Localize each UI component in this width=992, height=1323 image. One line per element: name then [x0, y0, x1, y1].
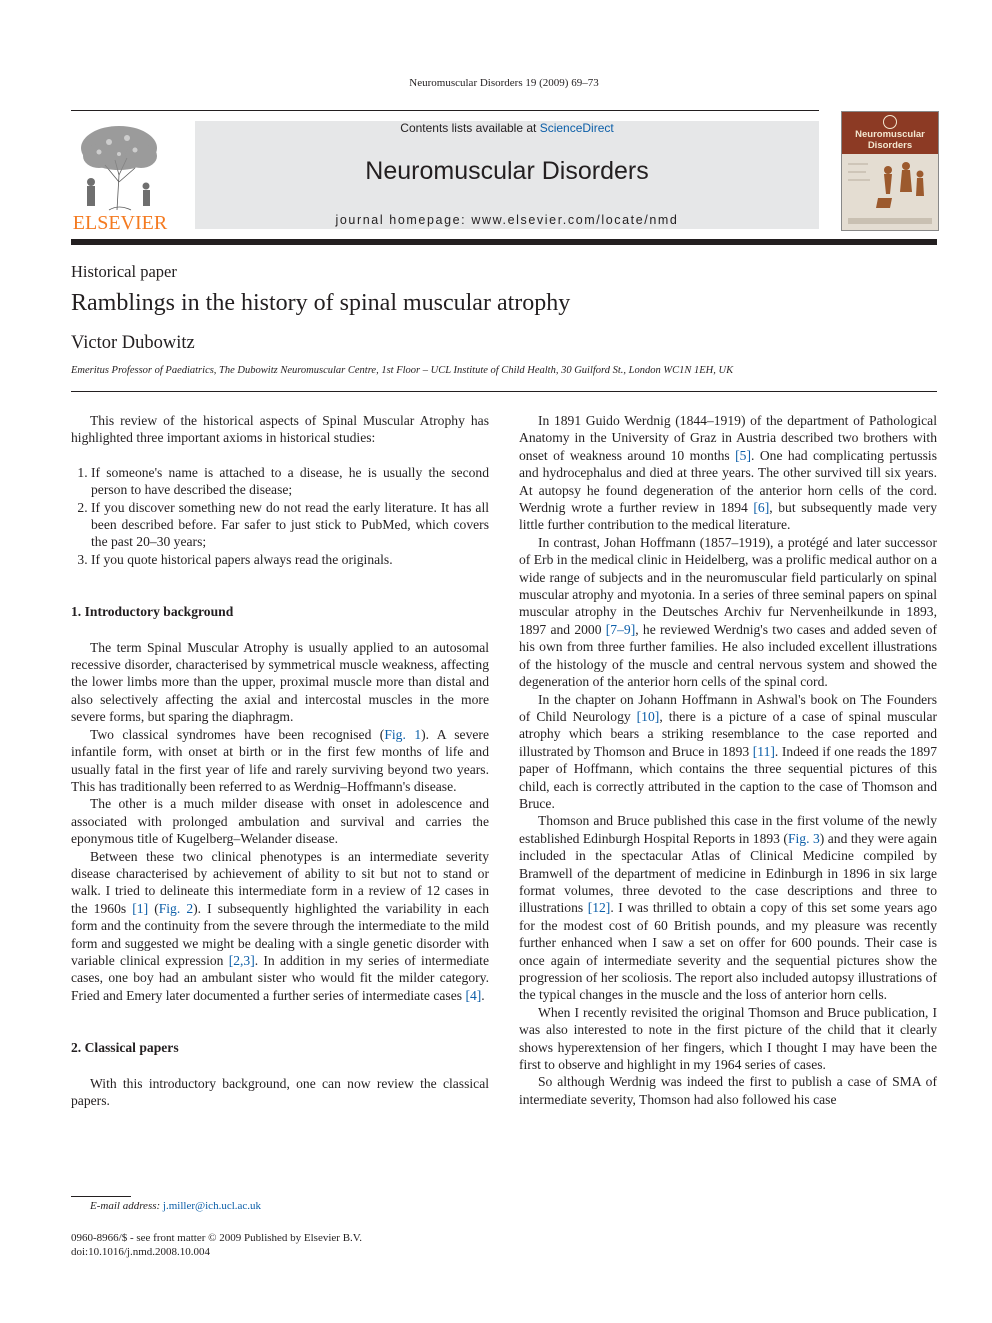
- elsevier-wordmark: ELSEVIER: [72, 212, 168, 234]
- body-paragraph: The term Spinal Muscular Atrophy is usually applied to an autosomal recessive disorder, characterised by symmetrical muscle weakness, affecting the lower limbs more than the upper, proximal muscle more than distal and also selectively affecting the axial and intercostal muscles in the more severe forms, but sparing the diaphragm.: [71, 639, 489, 725]
- axiom-item: 1. If someone's name is attached to a disease, he is usually the second person to have described the disease;: [91, 464, 489, 499]
- body-paragraph: In 1891 Guido Werdnig (1844–1919) of the department of Pathological Anatomy in the University of Graz in Austria described two brothers with onset of weakness around 10 months [5]. One had complicating pertussis and hydrocephalus and died at three years. The other survived till six years. At autopsy he found degeneration of the anterior horn cells of the cord. Werdnig wrote a further review in 1894 [6], but subsequently made very little further contribution to the medical literature.: [519, 413, 937, 533]
- body-paragraph: Between these two clinical phenotypes is an intermediate severity disease characterised by achievement of ability to sit but not to stand or walk. I tried to delineate this intermediate form in a review of 12 cases in the 1960s [1] (Fig. 2). I subsequently highlighted the variability in each form and the continuity from the severe through the intermediate to the mild form and suggested we might be dealing with a single genetic disorder with variable clinical expression [2,3]. In addition in my series of intermediate cases, one boy had an ambulant sister who would fit the milder category. Fried and Emery later documented a further series of intermediate cases [4].: [71, 848, 489, 1003]
- cover-emblem-icon: [883, 115, 897, 129]
- section-heading-classical: 2. Classical papers: [71, 1040, 179, 1056]
- left-column: [71, 412, 489, 1109]
- header-thick-rule: [71, 239, 937, 245]
- axiom-item: 3. If you quote historical papers always read the originals.: [91, 551, 489, 568]
- footnote-rule: [71, 1196, 131, 1197]
- abstract-rule: [71, 391, 937, 392]
- journal-homepage[interactable]: journal homepage: www.elsevier.com/locate/nmd: [335, 213, 679, 227]
- elsevier-logo[interactable]: [69, 120, 171, 232]
- cover-title: Neuromuscular Disorders: [855, 129, 925, 151]
- reference-link[interactable]: [11]: [752, 743, 775, 759]
- body-paragraph: The other is a much milder disease with onset in adolescence and associated with prolonged ambulation and survival and carries the eponymous title of Kugelberg–Welander disease.: [71, 796, 489, 847]
- journal-banner: [195, 121, 819, 229]
- article-type: Historical paper: [71, 262, 177, 281]
- reference-link[interactable]: [12]: [587, 900, 611, 916]
- doi-line[interactable]: doi:10.1016/j.nmd.2008.10.004: [71, 1246, 211, 1258]
- author-name[interactable]: Victor Dubowitz: [71, 333, 195, 353]
- cover-figures-icon: [842, 154, 938, 230]
- section-heading-introductory: 1. Introductory background: [71, 604, 234, 620]
- body-paragraph: With this introductory background, one can now review the classical papers.: [71, 1075, 489, 1108]
- journal-citation: Neuromuscular Disorders 19 (2009) 69–73: [409, 77, 599, 89]
- contents-prefix: Contents lists available at: [400, 121, 540, 135]
- tree-icon: [69, 120, 171, 212]
- reference-link[interactable]: [2,3]: [228, 952, 255, 968]
- email-link[interactable]: j.miller@ich.ucl.ac.uk: [162, 1200, 262, 1212]
- axiom-item: 2. If you discover something new do not read the early literature. It has all been described before. Far safer to just stick to PubMed, which covers the past 20–30 years;: [91, 499, 489, 551]
- body-paragraph: So although Werdnig was indeed the first to publish a case of SMA of intermediate severity, Thomson had also followed his case: [519, 1074, 937, 1107]
- figure-link[interactable]: Fig. 2: [158, 900, 194, 916]
- email-label: E-mail address:: [90, 1200, 161, 1212]
- article-title: Ramblings in the history of spinal muscular atrophy: [71, 290, 571, 316]
- body-paragraph: Two classical syndromes have been recognised (Fig. 1). A severe infantile form, with onset at birth or in the first few months of life and usually fatal in the first year of life and rarely surviving beyond two years. This has traditionally been referred to as Werdnig–Hoffmann's disease.: [71, 726, 489, 794]
- journal-title: Neuromuscular Disorders: [365, 157, 649, 185]
- copyright-block: [71, 1231, 362, 1259]
- body-paragraph: When I recently revisited the original Thomson and Bruce publication, I was also interested to note in the first picture of the child that it clearly shows hyperextension of her fingers, which I thought I may have been the first to observe and highlight in my 1964 series of cases.: [519, 1004, 937, 1073]
- body-paragraph: In the chapter on Johann Hoffmann in Ashwal's book on The Founders of Child Neurology [10], there is a picture of a case of spinal muscular atrophy which bears a striking resemblance to the case reported and illustrated by Thomson and Bruce in 1893 [11]. Indeed if one reads the 1897 paper of Hoffmann, which contains the three sequential pictures of this child, each is correctly attributed in the caption to the case of Thomson and Bruce.: [519, 691, 938, 811]
- email-footnote: [90, 1200, 261, 1212]
- body-paragraph: Thomson and Bruce published this case in the first volume of the newly established Edinburgh Hospital Reports in 1893 (Fig. 3) and they were again included in the spectacular Atlas of Clinical Medicine compiled by Bramwell of the department of medicine in Edinburgh in 1896 in six large format volumes, three devoted to the case descriptions and three to illustrations [12]. I was thrilled to obtain a copy of this set some years ago for the modest cost of 60 British pounds, and my pleasure was recently further enhanced when I saw a set on offer for 600 pounds. Their case is once again of intermediate severity and the sequential pictures show the progression of her scoliosis. The report also included autopsy illustrations of the typical changes in the muscle and the loss of anterior horn cells.: [519, 813, 938, 1003]
- header-rule: [71, 110, 819, 111]
- reference-link[interactable]: [10]: [636, 708, 660, 724]
- figure-link[interactable]: Fig. 3: [787, 830, 820, 846]
- reference-link[interactable]: [4]: [465, 987, 482, 1003]
- reference-link[interactable]: [5]: [735, 447, 751, 463]
- reference-link[interactable]: [7–9]: [605, 621, 636, 637]
- reference-link[interactable]: [6]: [753, 500, 770, 516]
- figure-link[interactable]: Fig. 1: [384, 726, 422, 742]
- author-affiliation: Emeritus Professor of Paediatrics, The Dubowitz Neuromuscular Centre, 1st Floor – UCL Institute of Child Health, 30 Guilford St., London WC1N 1EH, UK: [71, 365, 734, 376]
- right-column: [519, 412, 937, 1108]
- axiom-list: [71, 464, 489, 568]
- reference-link[interactable]: [1]: [132, 900, 149, 916]
- contents-line: [195, 121, 819, 135]
- journal-cover[interactable]: [841, 111, 939, 231]
- intro-paragraph: This review of the historical aspects of Spinal Muscular Atrophy has highlighted three important axioms in historical studies:: [71, 413, 489, 446]
- body-paragraph: In contrast, Johan Hoffmann (1857–1919), a protégé and later successor of Erb in the medical clinic in Heidelberg, was a prolific medical author on a wide range of subjects and in the neuromuscular field particularly on spinal muscular atrophy and myotonia. In a series of three seminal papers on spinal muscular atrophy in the Deutsches Archiv fur Nervenheilkunde in 1893, 1897 and 2000 [7–9], he reviewed Werdnig's two cases and added seven of his own from three further families. He also included excellent illustrations of the histology of the muscle and central nervous system and showed the degeneration of the anterior horn cells of the spinal cord.: [519, 534, 937, 690]
- issn-line: 0960-8966/$ - see front matter © 2009 Published by Elsevier B.V.: [71, 1232, 363, 1244]
- sciencedirect-link[interactable]: ScienceDirect: [539, 121, 614, 135]
